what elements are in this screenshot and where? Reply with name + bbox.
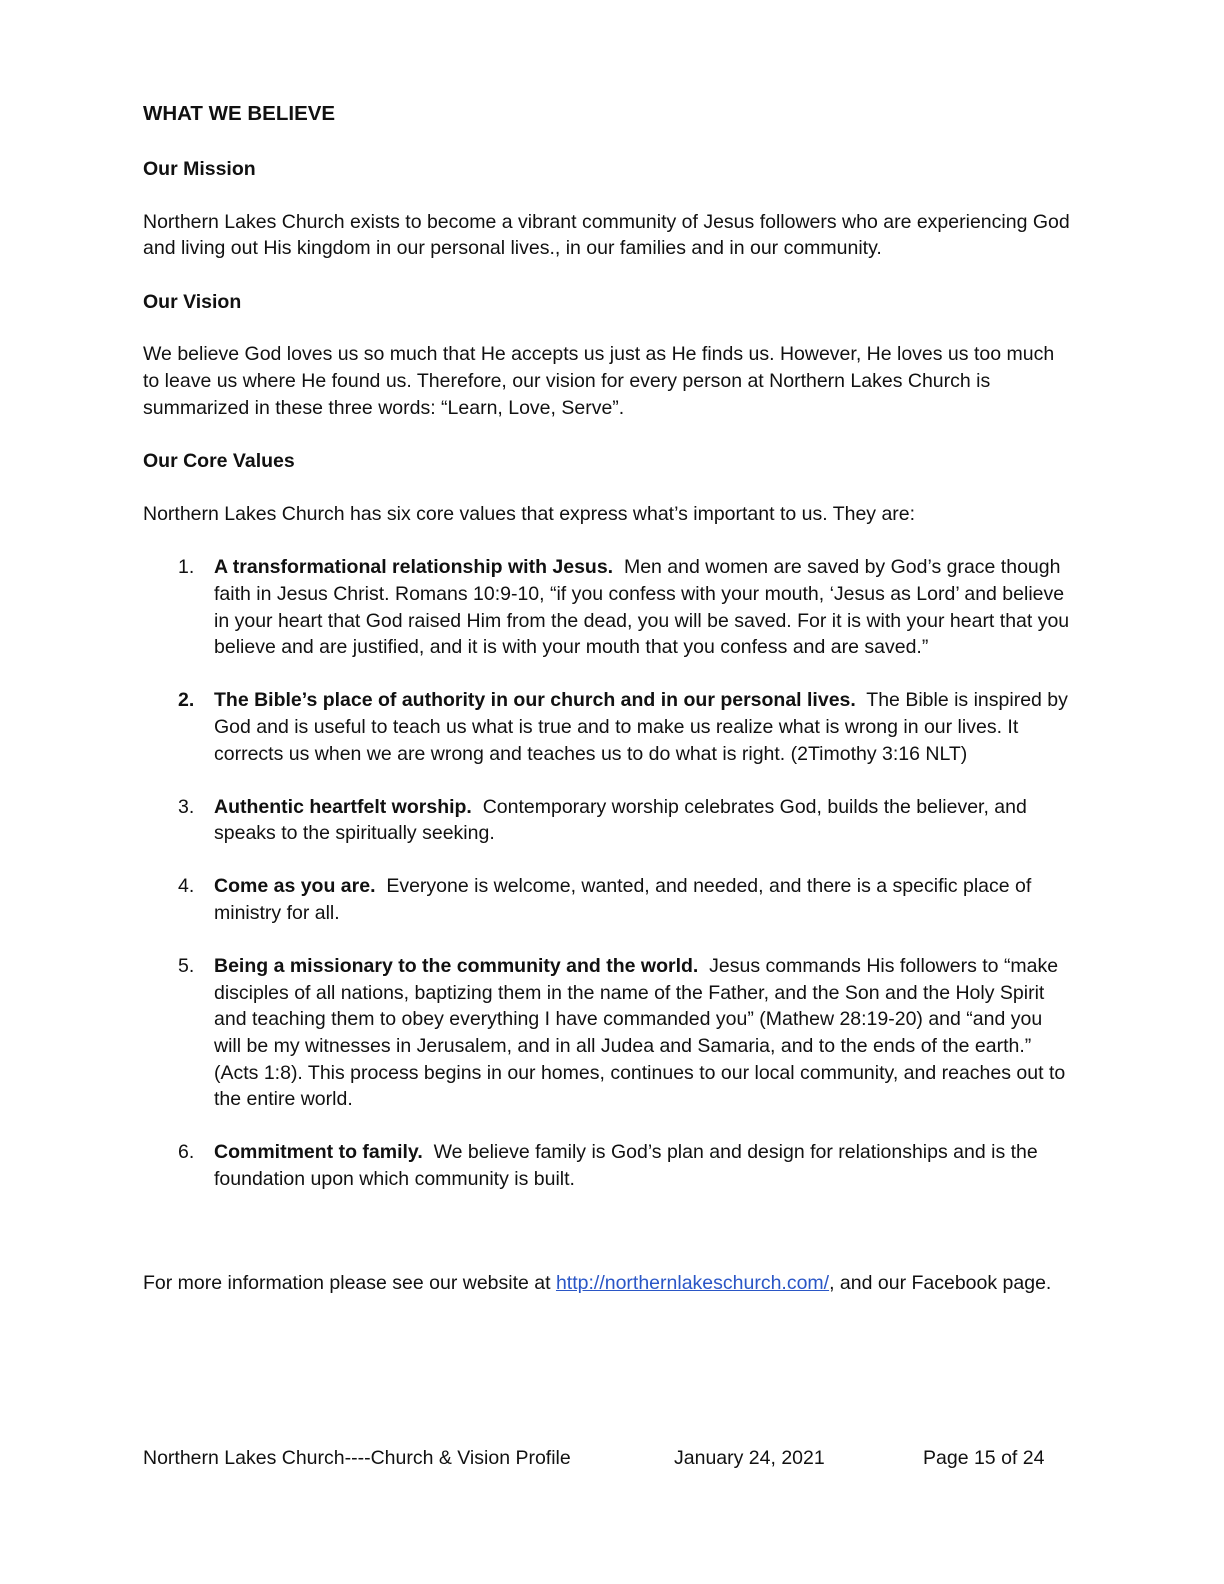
core-value-text: Contemporary worship celebrates God, builds the believer, and speaks to the spiritually seeking. [214, 795, 1027, 845]
footer-page-number: Page 15 of 24 [923, 1447, 1045, 1469]
core-value-item [143, 1139, 1073, 1192]
core-value-title: Commitment to family. [214, 1141, 423, 1164]
vision-text: We believe God loves us so much that He accepts us just as He finds us. However, He loves us too much to leave us where He found us. Therefore, our vision for every person at Northern Lakes Church is summarized in these three words: “Learn, Love, Serve”. [143, 343, 1055, 419]
more-info-before: For more information please see our website at [143, 1271, 556, 1294]
core-value-item [143, 873, 1073, 926]
core-value-number: 2. [178, 689, 195, 712]
core-value-number: 4. [178, 875, 195, 898]
core-value-item [143, 554, 1073, 660]
core-value-item [143, 794, 1073, 847]
mission-text: Northern Lakes Church exists to become a vibrant community of Jesus followers who are experiencing God and living out His kingdom in our personal lives., in our families and in our community. [143, 210, 1070, 260]
vision-heading: Our Vision [143, 290, 242, 313]
core-value-title: Come as you are. [214, 875, 376, 898]
core-value-item [143, 953, 1073, 1113]
core-value-text: Everyone is welcome, wanted, and needed, and there is a specific place of ministry for all. [214, 875, 1032, 925]
core-value-title: The Bible’s place of authority in our church and in our personal lives. [214, 689, 856, 712]
footer-date: January 24, 2021 [674, 1447, 825, 1469]
core-value-title: Authentic heartfelt worship. [214, 795, 472, 818]
website-link[interactable]: http://northernlakeschurch.com/ [555, 1271, 830, 1294]
core-values-heading: Our Core Values [143, 450, 295, 473]
page-title: WHAT WE BELIEVE [143, 102, 336, 125]
core-values-intro: Northern Lakes Church has six core values that express what’s important to us. They are: [143, 502, 916, 525]
core-value-title: Being a missionary to the community and the world. [214, 955, 699, 978]
core-value-text: We believe family is God’s plan and design for relationships and is the foundation upon which community is built. [214, 1141, 1038, 1190]
core-value-text: The Bible is inspired by God and is useful to teach us what is true and to make us realize what is wrong in our lives. It corrects us when we are wrong and teaches us to do what is right. (2Timothy 3:16 NLT) [214, 689, 1068, 765]
core-value-number: 6. [178, 1141, 195, 1164]
core-values-list [143, 554, 1073, 1192]
core-value-number: 3. [178, 795, 195, 818]
core-value-text: Men and women are saved by God’s grace though faith in Jesus Christ. Romans 10:9-10, “if you confess with your mouth, ‘Jesus as Lord’ and believe in your heart that God raised Him from the dead, you will be saved. For it is with your heart that you believe and are justified, and it is with your mouth that you confess and are saved.” [214, 556, 1070, 659]
core-value-text: Jesus commands His followers to “make disciples of all nations, baptizing them in the name of the Father, and the Son and the Holy Spirit and teaching them to obey everything I have commanded you” (Mathew 28:19-20) and “and you will be my witnesses in Jerusalem, and in all Judea and Samaria, and to the ends of the earth.” (Acts 1:8). This process begins in our homes, continues to our local community, and reaches out to the entire world. [214, 955, 1066, 1111]
core-value-number: 5. [178, 955, 195, 978]
footer-document-title: Northern Lakes Church----Church & Vision Profile [143, 1447, 571, 1469]
more-info-text [143, 1269, 1073, 1298]
core-value-number: 1. [178, 556, 195, 579]
core-value-item [143, 687, 1073, 767]
mission-heading: Our Mission [143, 158, 256, 180]
more-info-after: , and our Facebook page. [829, 1271, 1052, 1294]
document-page [143, 100, 1073, 1298]
core-value-title: A transformational relationship with Jesus. [214, 556, 614, 579]
